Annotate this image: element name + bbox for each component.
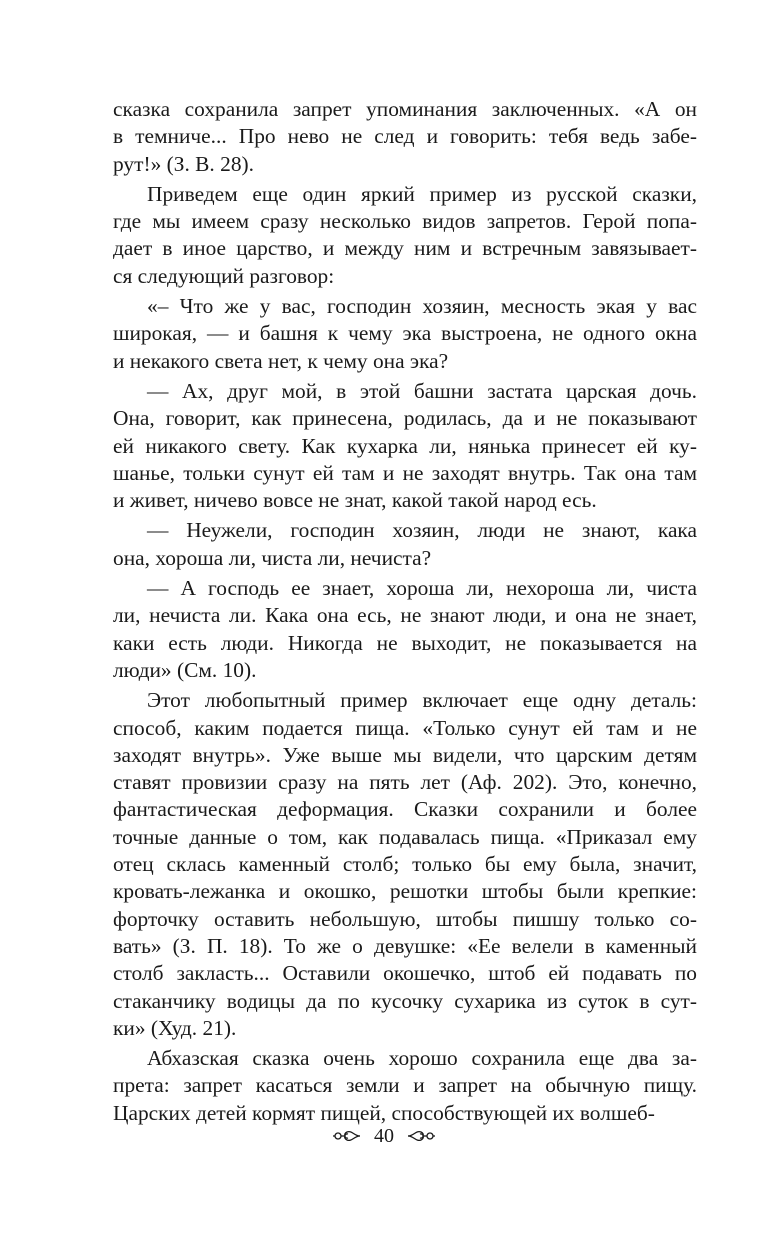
text-line: ся следующий разговор: (113, 263, 335, 288)
text-line: вать» (З. П. 18). То же о девушке: «Ее велели в каменный (113, 933, 697, 958)
paragraph (113, 181, 697, 290)
text-line: — Неужели, господин хозяин, люди не знают, кака (147, 518, 697, 543)
text-line: Этот любопытный пример включает еще одну деталь: (147, 688, 697, 713)
text-line: — А господь ее знает, хороша ли, нехороша ли, чиста (147, 576, 697, 601)
text-line: дает в иное царство, и между ним и встречным завязывает- (113, 236, 697, 261)
text-line: «– Что же у вас, господин хозяин, месность экая у вас (147, 294, 697, 319)
paragraph (113, 687, 697, 1042)
text-line: люди» (См. 10). (113, 657, 257, 682)
text-line: и живет, ничево вовсе не знат, какой такой народ есь. (113, 488, 597, 513)
fleuron-left-icon (332, 1126, 362, 1146)
text-line: отец склась каменный столб; только бы ему была, значит, (113, 852, 697, 877)
text-line: и некакого света нет, к чему она эка? (113, 348, 449, 373)
page-text (113, 96, 697, 1127)
text-line: форточку оставить небольшую, штобы пишшу только со- (113, 906, 697, 931)
text-line: Приведем еще один яркий пример из русской сказки, (147, 181, 697, 206)
text-line: Царских детей кормят пищей, способствующей их волшеб- (113, 1100, 655, 1125)
text-line: Она, говорит, как принесена, родилась, да и не показывают (113, 406, 697, 431)
text-line: ей никакого свету. Как кухарка ли, нянька принесет ей ку- (113, 433, 697, 458)
paragraph (113, 96, 697, 178)
text-line: ки» (Худ. 21). (113, 1015, 237, 1040)
text-line: шанье, тольки сунут ей там и не заходят внутрь. Так она там (113, 460, 697, 485)
text-line: в темниче... Про нево не след и говорить: тебя ведь забе- (113, 124, 697, 149)
text-line: точные данные о том, как подавалась пища. «Приказал ему (113, 824, 697, 849)
text-line: Абхазская сказка очень хорошо сохранила еще два за- (147, 1046, 697, 1071)
paragraph (113, 293, 697, 375)
paragraph (113, 575, 697, 684)
text-line: фантастическая деформация. Сказки сохранили и более (113, 797, 697, 822)
text-line: она, хороша ли, чиста ли, нечиста? (113, 545, 432, 570)
text-line: стаканчику водицы да по кусочку сухарика из суток в сут- (113, 988, 697, 1013)
text-line: способ, каким подается пища. «Только сунут ей там и не (113, 715, 697, 740)
text-line: рут!» (З. В. 28). (113, 151, 254, 176)
text-line: — Ах, друг мой, в этой башни застата царская дочь. (147, 378, 697, 403)
text-line: ли, нечиста ли. Кака она есь, не знают люди, и она не знает, (113, 603, 697, 628)
text-line: сказка сохранила запрет упоминания заключенных. «А он (113, 97, 697, 121)
paragraph (113, 517, 697, 572)
text-line: заходят внутрь». Уже выше мы видели, что царским детям (113, 742, 697, 767)
page-number: 40 (374, 1125, 394, 1147)
text-line: широкая, — и башня к чему эка выстроена, не одного окна (113, 321, 697, 346)
text-line: кровать-лежанка и окошко, решотки штобы были крепкие: (113, 879, 697, 904)
text-line: прета: запрет касаться земли и запрет на обычную пищу. (113, 1073, 697, 1098)
text-line: каки есть люди. Никогда не выходит, не показывается на (113, 630, 697, 655)
text-line: где мы имеем сразу несколько видов запретов. Герой попа- (113, 209, 697, 234)
fleuron-right-icon (406, 1126, 436, 1146)
paragraph (113, 378, 697, 514)
text-line: ставят провизии сразу на пять лет (Аф. 202). Это, конечно, (113, 770, 697, 795)
paragraph (113, 1045, 697, 1127)
page-footer (0, 1124, 768, 1148)
text-line: столб закласть... Оставили окошечко, штоб ей подавать по (113, 961, 697, 986)
